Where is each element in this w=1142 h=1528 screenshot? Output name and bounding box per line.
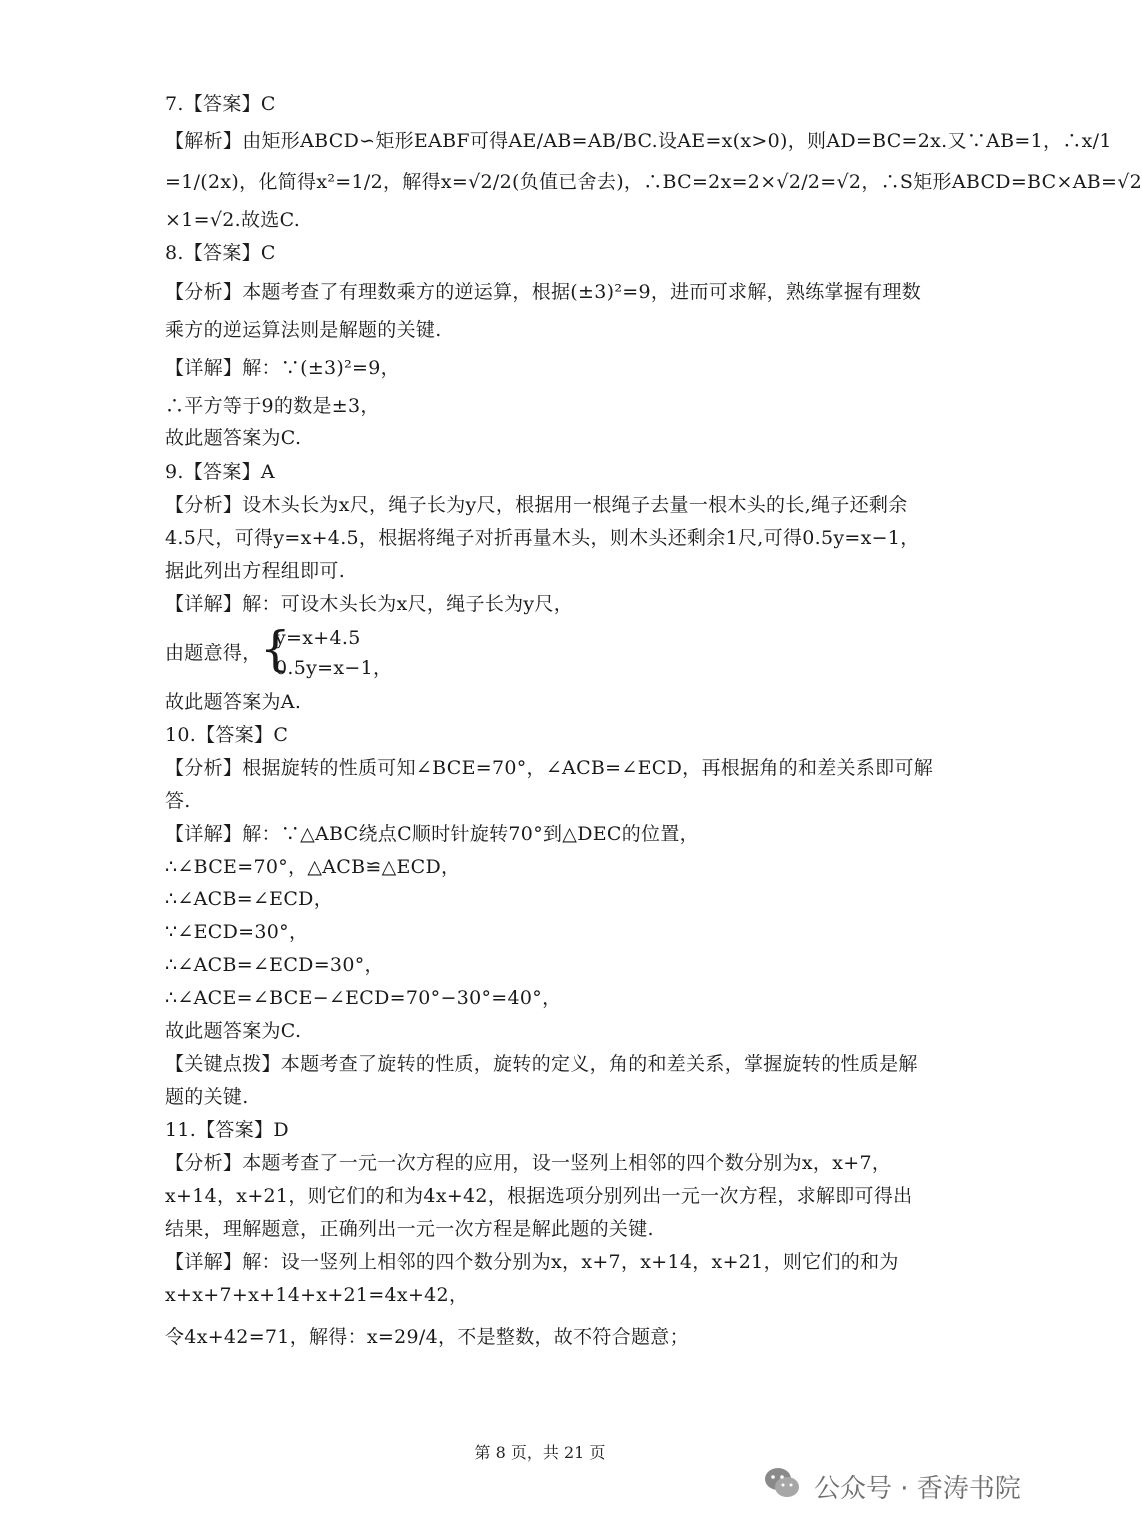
text-line: 据此列出方程组即可.: [165, 560, 346, 582]
text-line: 9.【答案】A: [165, 461, 275, 483]
text-line: ×1=√2.故选C.: [165, 209, 301, 231]
text-line: 【分析】本题考查了一元一次方程的应用，设一竖列上相邻的四个数分别为x，x+7，: [165, 1152, 892, 1174]
text-line: 【分析】根据旋转的性质可知∠BCE=70°，∠ACB=∠ECD，再根据角的和差关系即可解: [165, 757, 934, 779]
text-line: x+x+7+x+14+x+21=4x+42，: [165, 1284, 469, 1306]
text-line: =1/(2x)，化简得x²=1/2，解得x=√2/2(负值已舍去)，∴BC=2x=2×√2/2=√2，∴S矩形ABCD=BC×AB=√2: [165, 171, 1142, 193]
text-line: 7.【答案】C: [165, 93, 276, 115]
text-line: ∴∠BCE=70°，△ACB≌△ECD，: [165, 856, 461, 878]
text-line: 【详解】解：∵△ABC绕点C顺时针旋转70°到△DEC的位置，: [165, 823, 699, 845]
text-line: x+14，x+21，则它们的和为4x+42，根据选项分别列出一元一次方程，求解即可得出: [165, 1185, 913, 1207]
text-line: 题的关键.: [165, 1086, 249, 1108]
text-line: 【解析】由矩形ABCD∽矩形EABF可得AE/AB=AB/BC.设AE=x(x>0)，则AD=BC=2x.又∵AB=1，∴x/1: [165, 130, 1112, 152]
text-line: 【详解】解：设一竖列上相邻的四个数分别为x，x+7，x+14，x+21，则它们的和为: [165, 1251, 899, 1273]
text-line: 【关键点拨】本题考查了旋转的性质，旋转的定义，角的和差关系，掌握旋转的性质是解: [165, 1053, 918, 1075]
text-line: 8.【答案】C: [165, 242, 276, 264]
text-line: 【详解】解：∵(±3)²=9，: [165, 357, 400, 379]
text-line: 令4x+42=71，解得：x=29/4，不是整数，故不符合题意；: [165, 1326, 689, 1348]
text-line: 【分析】本题考查了有理数乘方的逆运算，根据(±3)²=9，进而可求解，熟练掌握有理数: [165, 281, 922, 303]
wechat-icon: [760, 1461, 804, 1512]
page-footer: 第 8 页，共 21 页: [474, 1443, 606, 1462]
text-line: ∴平方等于9的数是±3，: [165, 395, 380, 417]
text-line: 乘方的逆运算法则是解题的关键.: [165, 319, 442, 341]
text-line: 结果，理解题意，正确列出一元一次方程是解此题的关键.: [165, 1218, 654, 1240]
text-line: 【分析】设木头长为x尺，绳子长为y尺，根据用一根绳子去量一根木头的长,绳子还剩余: [165, 494, 908, 516]
text-line: 故此题答案为C.: [165, 427, 302, 449]
text-line: 10.【答案】C: [165, 724, 289, 746]
text-line: 答.: [165, 790, 191, 812]
text-line: ∴∠ACB=∠ECD=30°，: [165, 954, 384, 976]
text-line: 0.5y=x−1，: [275, 657, 393, 679]
text-line: 【详解】解：可设木头长为x尺，绳子长为y尺，: [165, 593, 574, 615]
text-line: ∴∠ACE=∠BCE−∠ECD=70°−30°=40°，: [165, 987, 562, 1009]
watermark: [760, 1462, 1021, 1510]
text-line: 故此题答案为A.: [165, 691, 302, 713]
text-line: 由题意得，: [165, 642, 262, 664]
watermark-text: 公众号 · 香涛书院: [814, 1473, 1021, 1504]
equation-brace: {: [260, 621, 291, 677]
text-line: ∴∠ACB=∠ECD，: [165, 888, 334, 910]
text-line: 故此题答案为C.: [165, 1020, 302, 1042]
text-line: y=x+4.5: [275, 627, 361, 649]
text-line: 4.5尺，可得y=x+4.5，根据将绳子对折再量木头，则木头还剩余1尺,可得0.5y=x−1，: [165, 527, 920, 549]
text-line: 11.【答案】D: [165, 1119, 289, 1141]
text-line: ∵∠ECD=30°，: [165, 921, 309, 943]
